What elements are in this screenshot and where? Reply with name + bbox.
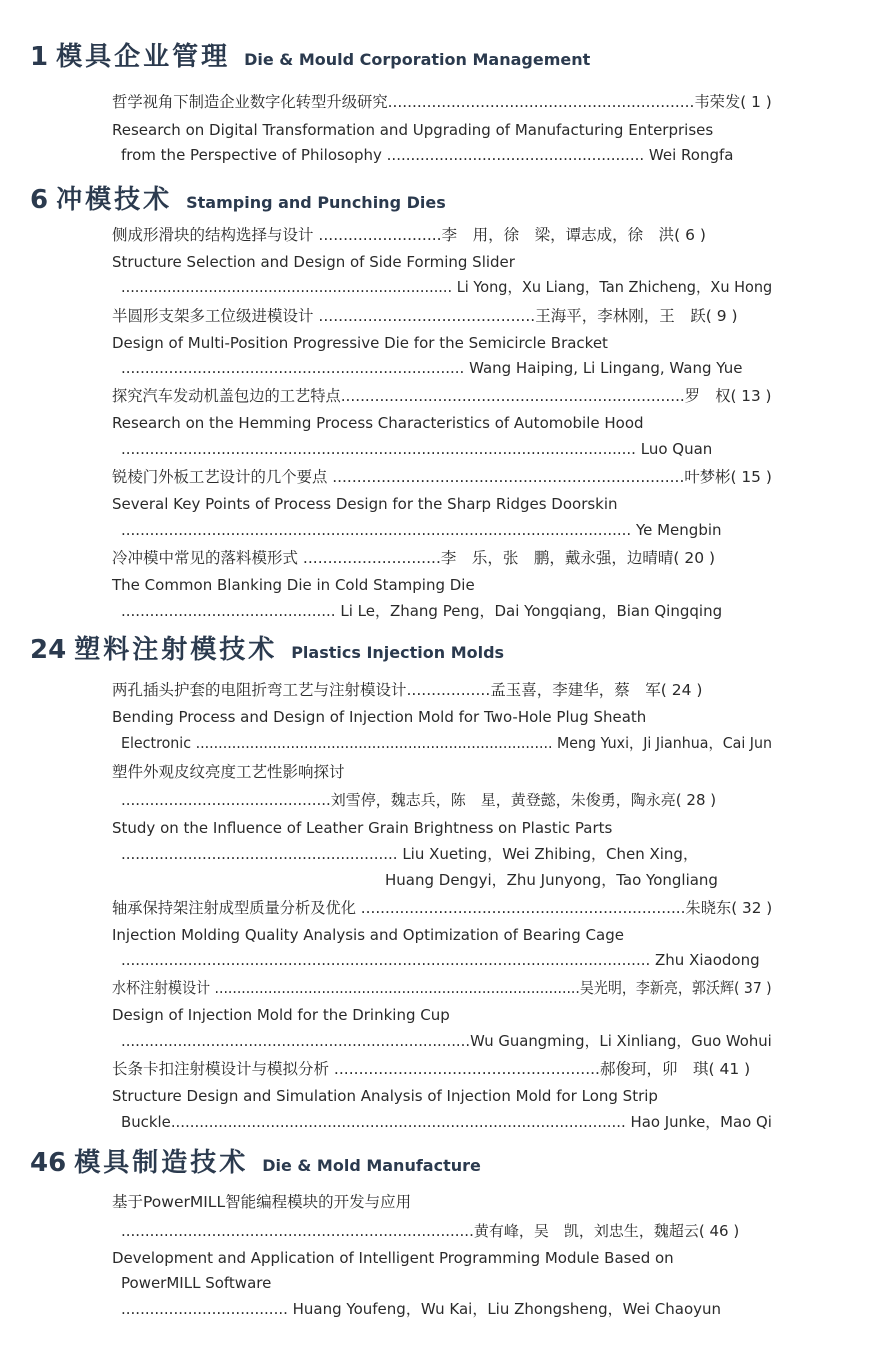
- toc-entry-cn[interactable]: 两孔插头护套的电阻折弯工艺与注射模设计.................孟玉喜，李建华，蔡 军( 24 ): [112, 681, 703, 699]
- toc-entry-authors-cn: ..........................................................................黄有峰，吴 凯，刘忠生，魏超云( 46 ): [121, 1222, 740, 1240]
- toc-entry-authors: ............................................................................................................ Luo Quan: [121, 440, 713, 458]
- toc-entry-cn[interactable]: 侧成形滑块的结构选择与设计 .........................李 用，徐 梁，谭志成，徐 洪( 6 ): [112, 226, 706, 244]
- toc-entry-en: Structure Design and Simulation Analysis of Injection Mold for Long Strip: [112, 1087, 658, 1105]
- section-header-46: [30, 1150, 481, 1176]
- toc-entry-authors: ................................... Huang Youfeng，Wu Kai，Liu Zhongsheng，Wei Chaoyun: [121, 1300, 722, 1318]
- section-title-en: Die & Mould Corporation Management: [244, 50, 591, 69]
- toc-entry-cn[interactable]: 锐棱门外板工艺设计的几个要点 ........................................................................叶梦彬( 15 ): [112, 468, 772, 486]
- toc-entry-authors: .......................................................... Liu Xueting，Wei Zhibing，Chen Xing，: [121, 845, 698, 863]
- toc-entry-authors-cont: Huang Dengyi，Zhu Junyong，Tao Yongliang: [385, 871, 718, 889]
- section-number: 6: [30, 185, 49, 215]
- toc-entry-en: Structure Selection and Design of Side Forming Slider: [112, 253, 515, 271]
- toc-entry-en: Injection Molding Quality Analysis and Optimization of Bearing Cage: [112, 926, 624, 944]
- section-title-cn: 模具制造技术: [74, 1148, 249, 1178]
- toc-entry-en: The Common Blanking Die in Cold Stamping Die: [112, 576, 475, 594]
- toc-entry-cn[interactable]: 水杯注射模设计 ..................................................................................吴光明，李新亮，郭沃辉( 37 ): [112, 979, 772, 997]
- toc-entry-authors: ........................................................................ Wang Haiping, Li Lingang, Wang Yue: [121, 359, 743, 377]
- toc-entry-cn[interactable]: 半圆形支架多工位级进模设计 ............................................王海平，李林刚，王 跃( 9 ): [112, 307, 738, 325]
- section-title-cn: 塑料注射模技术: [74, 635, 278, 665]
- toc-entry-cn[interactable]: 哲学视角下制造企业数字化转型升级研究...............................................................韦荣发( 1 ): [112, 93, 772, 111]
- section-title-en: Die & Mold Manufacture: [262, 1156, 481, 1175]
- toc-entry-en: Several Key Points of Process Design for the Sharp Ridges Doorskin: [112, 495, 618, 513]
- toc-entry-en: Bending Process and Design of Injection Mold for Two-Hole Plug Sheath: [112, 708, 647, 726]
- toc-entry-cn[interactable]: 轴承保持架注射成型质量分析及优化 ...................................................................朱晓东( 32 ): [112, 899, 773, 917]
- toc-entry-en-cont: Electronic ............................................................................... Meng Yuxi，Ji Jianhua，Cai Jun: [121, 734, 773, 752]
- toc-entry-en: Study on the Influence of Leather Grain Brightness on Plastic Parts: [112, 819, 613, 837]
- toc-entry-en-cont: from the Perspective of Philosophy ...................................................... Wei Rongfa: [121, 146, 734, 164]
- section-title-en: Plastics Injection Molds: [291, 643, 505, 662]
- section-number: 24: [30, 635, 67, 665]
- toc-entry-en: Design of Injection Mold for the Drinking Cup: [112, 1006, 450, 1024]
- toc-entry-authors: ........................................................................................................... Ye Mengbin: [121, 521, 722, 539]
- toc-entry-cn[interactable]: 塑件外观皮纹亮度工艺性影响探讨: [112, 763, 345, 781]
- section-header-24: [30, 637, 504, 663]
- toc-entry-authors: ............................................. Li Le，Zhang Peng，Dai Yongqiang，Bian Qingqing: [121, 602, 723, 620]
- section-title-cn: 模具企业管理: [56, 42, 231, 72]
- toc-entry-en: Research on Digital Transformation and Upgrading of Manufacturing Enterprises: [112, 121, 714, 139]
- toc-entry-cn[interactable]: 探究汽车发动机盖包边的工艺特点.......................................................................罗 权( 13 ): [112, 387, 772, 405]
- toc-entry-authors: ..........................................................................Wu Guangming，Li Xinliang，Guo Wohui: [121, 1032, 772, 1050]
- toc-entry-en: Design of Multi-Position Progressive Die for the Semicircle Bracket: [112, 334, 608, 352]
- toc-entry-cn[interactable]: 基于PowerMILL智能编程模块的开发与应用: [112, 1193, 412, 1211]
- section-title-en: Stamping and Punching Dies: [186, 193, 446, 212]
- toc-entry-cn[interactable]: 冷冲模中常见的落料模形式 ............................李 乐，张 鹏，戴永强，边晴晴( 20 ): [112, 549, 716, 567]
- toc-entry-en-cont: Buckle................................................................................................ Hao Junke，Mao Qi: [121, 1113, 772, 1131]
- section-number: 46: [30, 1148, 67, 1178]
- toc-entry-en: Research on the Hemming Process Characteristics of Automobile Hood: [112, 414, 644, 432]
- toc-entry-authors: ........................................................................ Li Yong，Xu Liang，Tan Zhicheng，Xu Hong: [121, 278, 773, 296]
- section-number: 1: [30, 42, 49, 72]
- toc-entry-en-cont: PowerMILL Software: [121, 1274, 272, 1292]
- toc-entry-en: Development and Application of Intelligent Programming Module Based on: [112, 1249, 674, 1267]
- section-title-cn: 冲模技术: [56, 185, 173, 215]
- toc-entry-authors-cn: ............................................刘雪停，魏志兵，陈 星，黄登懿，朱俊勇，陶永亮( 28 ): [121, 791, 717, 809]
- toc-entry-cn[interactable]: 长条卡扣注射模设计与模拟分析 ......................................................郝俊珂，卯 琪( 41 ): [112, 1060, 751, 1078]
- section-header-1: [30, 44, 590, 70]
- section-header-6: [30, 187, 446, 213]
- toc-entry-authors: ............................................................................................................... Zhu Xiaodong: [121, 951, 760, 969]
